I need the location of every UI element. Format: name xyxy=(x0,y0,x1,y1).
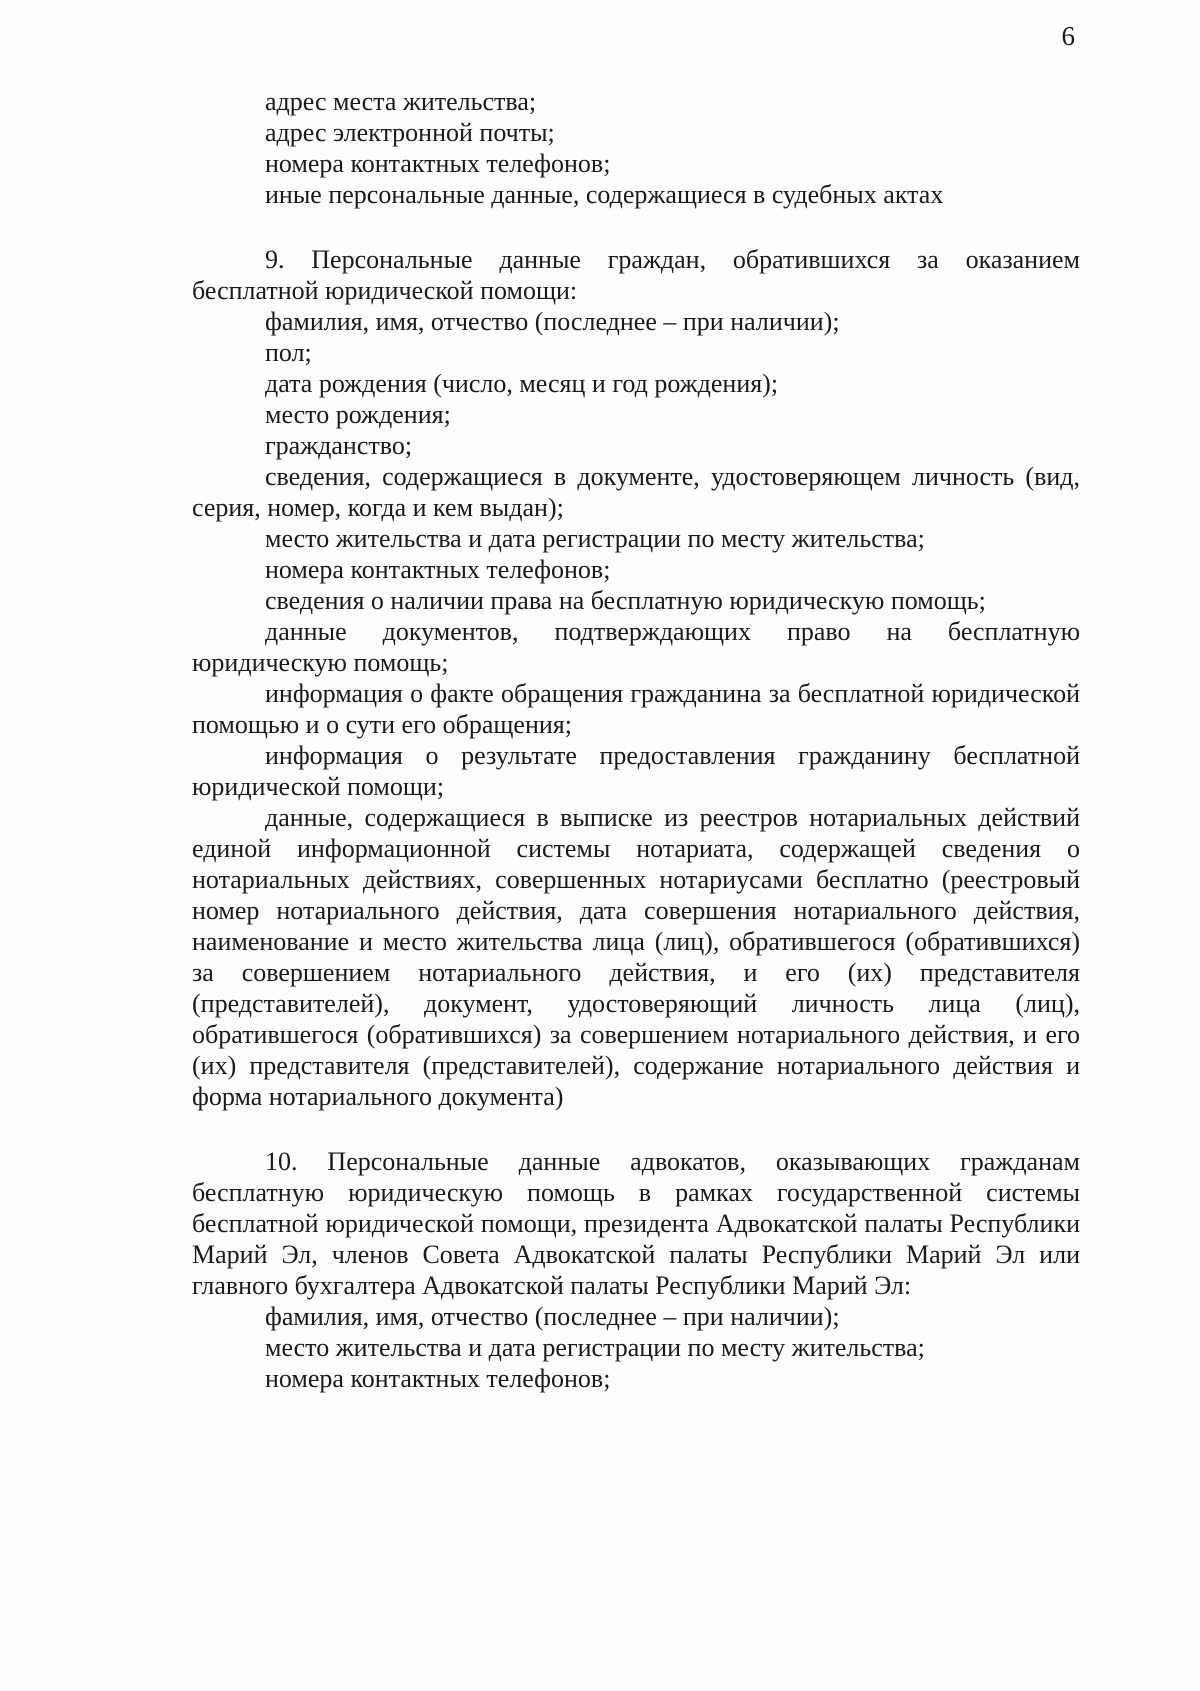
list-item: данные документов, подтверждающих право на бесплатную юридическую помощь; xyxy=(192,617,1080,677)
list-item: фамилия, имя, отчество (последнее – при наличии); xyxy=(265,1302,840,1331)
list-item: информация о факте обращения гражданина за бесплатной юридической помощью и о сути его обращения; xyxy=(192,679,1080,739)
paragraph-spacer xyxy=(192,210,1080,244)
list-item: место жительства и дата регистрации по месту жительства; xyxy=(265,1333,925,1362)
section-10-heading: 10. Персональные данные адвокатов, оказывающих гражданам бесплатную юридическую помощь в рамках государственной системы бесплатной юридической помощи, президента Адвокатской палаты Республики Марий Эл, членов Совета Адвокатской палаты Республики Марий Эл или главного бухгалтера Адвокатской палаты Республики Марий Эл: xyxy=(192,1147,1080,1300)
list-item: сведения, содержащиеся в документе, удостоверяющем личность (вид, серия, номер, когда и кем выдан); xyxy=(192,462,1080,522)
list-item: иные персональные данные, содержащиеся в судебных актах xyxy=(265,180,944,209)
list-item: номера контактных телефонов; xyxy=(265,555,611,584)
page-number: 6 xyxy=(1061,21,1075,51)
list-item: адрес места жительства; xyxy=(265,87,537,116)
list-item: место рождения; xyxy=(265,400,451,429)
list-item: данные, содержащиеся в выписке из реестров нотариальных действий единой информационной системы нотариата, содержащей сведения о нотариальных действиях, совершенных нотариусами бесплатно (реестровый номер нотариального действия, дата совершения нотариального действия, наименование и место жительства лица (лиц), обратившегося (обратившихся) за совершением нотариального действия, и его (их) представителя (представителей), документ, удостоверяющий личность лица (лиц), обратившегося (обратившихся) за совершением нотариального действия, и его (их) представителя (представителей), содержание нотариального действия и форма нотариального документа) xyxy=(192,803,1080,1111)
list-item: номера контактных телефонов; xyxy=(265,1364,611,1393)
list-item: адрес электронной почты; xyxy=(265,118,555,147)
list-item: место жительства и дата регистрации по месту жительства; xyxy=(265,524,925,553)
paragraph-spacer xyxy=(192,1112,1080,1146)
list-item: гражданство; xyxy=(265,431,413,460)
list-item: номера контактных телефонов; xyxy=(265,149,611,178)
list-item: информация о результате предоставления гражданину бесплатной юридической помощи; xyxy=(192,741,1080,801)
list-item: пол; xyxy=(265,338,312,367)
list-item: сведения о наличии права на бесплатную юридическую помощь; xyxy=(265,586,986,615)
list-item: дата рождения (число, месяц и год рождения); xyxy=(265,369,779,398)
document-body xyxy=(192,86,1080,1394)
section-9-heading: 9. Персональные данные граждан, обратившихся за оказанием бесплатной юридической помощи: xyxy=(192,245,1080,305)
list-item: фамилия, имя, отчество (последнее – при наличии); xyxy=(265,307,840,336)
